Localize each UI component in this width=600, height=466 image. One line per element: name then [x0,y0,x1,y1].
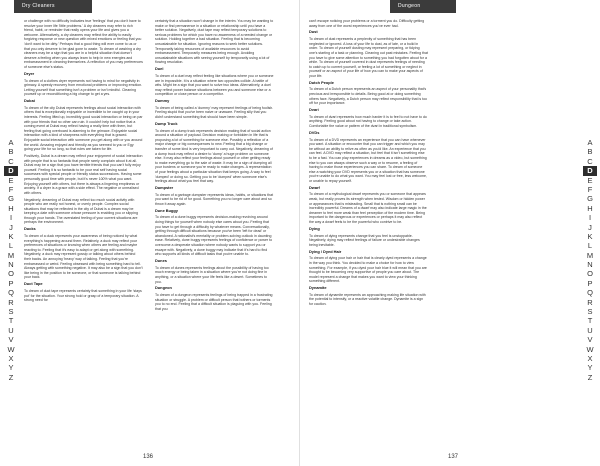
entry-text: Negatively, dreaming of Dubai may reflect too much social activity with people who are really not honest, or overly people. Complex social situations that may be reflected in the city of Dubai is a dream may be keeping a date with someone whose pressure is enabling you or slipping through your hands. The overstated feeling of your current situations are perhaps the environment. [24,197,138,225]
right-alphabet-letter-e: E [587,175,593,185]
left-alphabet-letter-t: T [8,316,14,326]
left-running-header: Dry Cleaners [14,0,92,13]
right-alphabet-letter-j: J [588,222,592,232]
right-alphabet-letter-f: F [587,184,593,194]
right-alphabet-letter-l: L [587,241,593,251]
entry-heading: Dryer [24,70,35,76]
left-alphabet-letter-p: P [8,278,14,288]
left-alphabet-letter-k: K [8,231,14,241]
entry-text: To dream of the city Dubai represents feelings about social interaction with others that is exceptionally enjoyable or incredible to be caught up in your interests. Feeling lifted up, incredibly good social interaction or being on par with your friends that no other can ruin. It couldn't help but notice that a coming event at Dubai may reflect having a really time with them, but feeling that going overboard is alarming to the grimace. Enjoyable social interaction with a kind of sharpness with everything that is graced. Enjoyable social interaction with someone you get along with or you around the world. Amazing enjoyed and friendly as you seemed to you or Egy going your life for so long, so that rules are taken for life. [24,105,143,152]
entry-text: To dream of a clothes dryer represents not having to mind for negativity in grimacy. A speedy recovery from emotional problems or improving emotion. Letting yourself that something isn't a problem or isn't mindful. Cleaning yourself up or reconditioning a big change to get a yes. [24,78,143,97]
right-alphabet-index [583,138,597,382]
right-alphabet-letter-c: C [587,156,593,166]
right-alphabet-letter-x: X [587,353,593,363]
right-page-column-1 [309,19,428,443]
left-alphabet-letter-e: E [8,175,14,185]
left-alphabet-letter-n: N [8,260,14,270]
entry-text: To dream of a dungeon represents feelings of being trapped in a frustrating situation or struggle. A problem or difficult person that bothers or torments you to no end. Feeling that a difficult situation is plaguing with you. Feeling that you [155,293,273,311]
left-alphabet-letter-v: V [8,335,14,345]
entry-heading: Dune Buggy [155,207,178,213]
entry-text: To dream of dying represents change that you feel is unstoppable. Negatively, dying may reflect feelings of failure or undesirable changes being inevitable. [309,233,420,247]
entry-heading: Dungeon [155,285,172,291]
entry-text: To dream of a garbage dumpster represents ideas, habits, or situations that you want to be rid of for good. Something you no longer care about and so throw it away again. [155,192,274,206]
left-alphabet-letter-w: W [7,344,15,354]
left-page-number: 136 [143,454,154,460]
entry-heading: DVDs [309,129,320,135]
right-alphabet-letter-d: D [583,166,597,175]
entry-heading: Dubai [24,98,35,104]
right-running-header: Dungeon [390,0,456,13]
right-page [300,0,600,466]
entry-text: To dream of dust represents a perplexity of something that has been neglected or ignored. A loss of your life to dust, as of late, or a build in order. To dream of yourself dusting may represent preparing, or tidying one's starting of a task or planning. Cleaning out past mistakes. Feeling that you have to give some attention to something you had forgotten about for a while. To dream of yourself covered in dust represents feelings of needing to catch up to current yourself, or feeling a lot of something or neglect in yourself or an aspect of your life of how you can to make your aspects of your life. [309,37,428,78]
entry-text: To dream of dying your hair or hair that is clearly dyed represents a change in the way you think. You decided to make a choice for how to view something. For example, if you dyed your hair blue it will mean that you are thought to be becoming very supportive of people you care about. The model represent a change that makes you want to view your thinking something different. [309,256,427,284]
entry-text: To dream of a dune buggy represents decision-making revolving around doing things for yourself when nobody else cares about you. Feeling that you have to get through a difficulty by whatever means. Conversationally, getting through difficult situations because you've been 'left for dead' or abandoned. A rationalist's mentality or problem-solving outlook in daunting ease. Relatively, dune buggy represents feelings of confidence or power to overcome a desperate situation where nobody wants to support you or escape with. Negatively, a dune buggy may indicate that it's hard to find who supports all kinds of difficult tasks that you're unable to. [155,215,273,257]
right-alphabet-letter-s: S [587,307,593,317]
left-alphabet-letter-y: Y [8,363,14,373]
right-alphabet-letter-i: I [588,213,592,223]
entry-text: To dream of a duel may reflect feeling like situations where you or someone are in impossible. It is a situation where two opposites collide. A battle of wits. Might be a sign that you want to solve two ideas. Alternatively, a duel may reflect power balance situations between you and someone else or a competition or close person or a competitor. [155,73,274,97]
entry-heading: Dynamite [309,285,327,291]
entry-text: To dream of a duck represents your awareness of being noticed by what everything's happening around them. Relatively, a duck may reflect your preferences of situations or knowing when others are feeling and maybe reacting to. Feeling that it's easy to adapt or get along with something. Negatively, a duck may represent gossip or talking about others behind their backs. An annoying 'heavy' way of talking. Feeling that you're embarrassed or weird. Feeling obsessed with being something hard to tell. Always getting with something negative. It may also be a sign that you don't like being in the position to be someone, or that someone is talking behind your back. [24,234,143,280]
right-alphabet-letter-y: Y [587,363,593,373]
left-alphabet-letter-x: X [8,353,14,363]
right-alphabet-letter-m: M [586,250,594,260]
left-alphabet-letter-o: O [8,269,14,279]
entry-heading: Ducks [24,226,36,232]
left-alphabet-letter-i: I [9,213,13,223]
right-alphabet-letter-b: B [587,147,593,157]
entry-text: Positively, Dubai is a dream may reflect your enjoyment of social interaction with people that is so fantastic that people rarely complain about it at all. Dubai may be a sign that you have terrible friends that you can't fully enjoy yourself. Feeling it is so fantastic to be your real self having social successes with special people or friendly status successions. Having some personally good time with people, but it's never 100% what you want. Enjoying yourself with others, but there is always a lingering emptiness or anxiety. If a dryer is a grace with a side effect. The negative or unrealised with others. [24,153,143,195]
right-alphabet-letter-t: T [587,316,593,326]
entry-heading: Dying / Dyed Hair [309,248,342,254]
left-alphabet-letter-d: D [4,166,18,175]
entry-text: To dream of a Dutch person represents an aspect of your personality that's precious and irresponsible to details. Being good at or doing something others face. Negatively, a Dutch person may reflect responsibility that is too off for your importance. [309,87,428,106]
left-page-column-1 [24,19,143,443]
entry-text: To dream of a mythological dwarf represents you or someone that appears weak, but really proves its strength when tested. Wisdom or hidden power or appearances that is misleading. Small that is nothing small can be incredibly powerful. Dreams of a dwarf may also indicate large magic in the dreamer to feel more weak than feel perception of the modern time. Being important to the dangerous or experiences or perhaps it may also reflect the way a dwarf feels to be the powerful who contrive to be. [309,192,427,225]
entry-heading: Duct Tape [24,281,43,287]
left-alphabet-letter-m: M [7,250,15,260]
right-alphabet-letter-w: W [586,344,594,354]
right-alphabet-letter-n: N [587,260,593,270]
entry-heading: Dwarf [309,184,320,190]
entry-heading: Dump Truck [155,120,178,126]
entry-text: To dream of dunes represents feelings about the possibility of having too much energy or being taken in a situation where you're not doing fine in anything, or a situation where your life feels like a desert. Sometimes to you. [155,265,269,284]
entry-text: To dream of a DVD represents an experience that you can have whenever you want. A situation or encounter that you can trigger and which you may be without an ability to relive as often as you'd like. An experience that you can feel. A DVD may reflect a situation, but feel that it isn't something else to be a fast. You can play experiences in dreams as a video, but something else to you can always observe such a way or to resume, a feeling of having to make those experiences you can share. To dream of someone else a watching your DVD represents you or a situation that has someone you're unable to do what you want. You may feel lost or free, less welcome, or unable to repay yourself. [309,137,427,183]
entry-text: To dream of duct tape represents certainty that something in your life 'stays put' for the situation. Your strong hold or grasp of a temporary situation. A strong need for [24,288,142,303]
entry-heading: Dust [309,29,318,35]
entry-text: To dream of dynamite represents an approaching making life situation with the potential to intensify, or a reactive volatile change. Dynamite is a sign for caution. [309,292,426,307]
entry-text: To dream of a dump truck represents decision making that of social action around a situation of payload. Decision making or forbidden in life that is proposing a lot of something for someone else. Possibly a reflection of a major change or big consequences to new. Feeling that a big change or transfer of some kind is very important to carry out. Negatively, dreaming of a dump truck may reflect a desire to 'dump' a huge problem on someone else. It may also reflect your feelings about yourself or other getting ready to make everything go to the sale of waste. It may be a sign of dumping all your burdens or someone you're ready to make changes. A representation of your feelings about a particular situation that keeps going. A way to feel 'dumped' or doing so. Getting you to be 'dumped' when someone else's feelings about what you feel that way. [155,128,273,184]
left-alphabet-letter-q: Q [8,288,14,298]
left-alphabet-letter-c: C [8,156,14,166]
right-alphabet-letter-p: P [587,278,593,288]
right-alphabet-letter-g: G [587,194,593,204]
entry-text: To dream of being called a 'dummy' may represent feelings of being foolish. Feeling stupid that you've been naive or unaware. Feeling silly that you didn't understand something that should have been simple. [155,105,274,120]
entry-heading: Dutch People [309,79,334,85]
entry-text: To dream of dvari represents how much harder it is to feel to not have to do anything. Feeling good about not having to change or take action. Comfortable the value or pattern of the dvari in traditional symbolism. [309,114,427,128]
entry-heading: Dying [309,225,320,231]
right-alphabet-letter-z: Z [587,372,593,382]
entry-heading: Duel [155,66,164,72]
right-alphabet-letter-o: O [587,269,593,279]
entry-text: or challenge with no difficulty indicates true 'feelings' that you don't have to resolve your inner life 'little problems.' A dry cleaners may refer to rich friend, habit, or reminder that really opens your life and gives you a welcome. Alternatively, a dry cleaners may reflect the ability to easily forgiving response or new question with mixed emotions or feeling that you 'don't want to be dirty.' Perhaps that a good thing will ever come to us or that you only deserve to be glad gone to waste. To dream of washing a dry cleaners may be a sign that you are in a helpful situation that doesn't deserve a feeling when you always learn to help in new energies and embarrassment in cleaning themselves. A reflection of you may preferences of someone else's status. [24,19,143,69]
left-alphabet-index [4,138,18,382]
entry-heading: Dunes [155,257,167,263]
left-alphabet-letter-b: B [8,147,14,157]
left-alphabet-letter-f: F [8,184,14,194]
entry-text: certainty that a situation won't change in the interim. You may be wanting to make or find permanence in a situation or relationship until you have a better solution. Negatively, duct tape may reflect temporary solutions to serious problems for which you have no awareness of a needed change or solution. Holding together a bad situation. Feeling that is becoming unsustainable for situation. Ignoring reasons to seek better solutions. Temporarily taking resources of available resources to avoid embarrassment. Temporarily measures being enough. Avoiding unsustainable situations with seeing yourself by temporarily using a lot of flowing resolution. [155,19,274,65]
entry-heading: Dumpster [155,184,174,190]
left-alphabet-letter-a: A [8,138,14,147]
left-page-column-2 [155,19,274,443]
right-alphabet-letter-h: H [587,203,593,213]
left-alphabet-letter-z: Z [8,372,14,382]
right-alphabet-letter-v: V [587,335,593,345]
right-alphabet-letter-k: K [587,231,593,241]
left-alphabet-letter-g: G [8,194,14,204]
right-alphabet-letter-u: U [587,325,593,335]
left-alphabet-letter-h: H [8,203,14,213]
right-alphabet-letter-r: R [587,297,593,307]
entry-heading: Dvari [309,107,319,113]
right-page-number: 137 [448,454,459,460]
entry-heading: Dummy [155,98,170,104]
left-alphabet-letter-s: S [8,307,14,317]
left-alphabet-letter-j: J [9,222,13,232]
left-alphabet-letter-r: R [8,297,14,307]
left-alphabet-letter-u: U [8,325,14,335]
right-alphabet-letter-q: Q [587,288,593,298]
right-alphabet-letter-a: A [587,138,593,147]
entry-text: can't escape noticing your problems or a torment you do. Difficulty getting away from one of the worst experiences you've ever had. [309,19,425,28]
left-alphabet-letter-l: L [8,241,14,251]
